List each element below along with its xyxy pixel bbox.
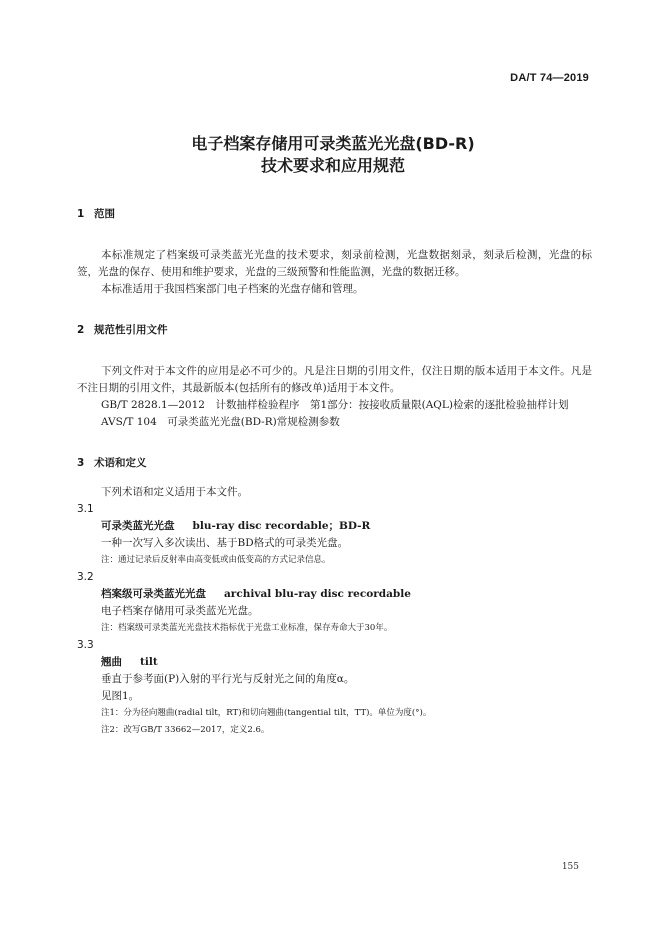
section-title: 范围 bbox=[94, 208, 115, 220]
section-3-heading bbox=[77, 455, 592, 472]
reference-item: GB/T 2828.1—2012 计数抽样检验程序 第1部分：按接收质量限(AQL)检索的逐批检验抽样计划 bbox=[101, 399, 569, 411]
term-number: 3.3 bbox=[77, 639, 94, 651]
paragraph: 下列文件对于本文件的应用是必不可少的。凡是注日期的引用文件，仅注日期的版本适用于本文件。凡是不注日期的引用文件，其最新版本(包括所有的修改单)适用于本文件。 bbox=[77, 365, 592, 394]
paragraph: 本标准规定了档案级可录类蓝光光盘的技术要求，刻录前检测，光盘数据刻录，刻录后检测，光盘的标签，光盘的保存、使用和维护要求，光盘的三级预警和性能监测，光盘的数据迁移。 bbox=[77, 249, 592, 278]
reference-item: AVS/T 104 可录类蓝光光盘(BD-R)常规检测参数 bbox=[101, 416, 340, 428]
term-note: 注：通过记录后反射率由高变低或由低变高的方式记录信息。 bbox=[101, 555, 331, 565]
term-number: 3.1 bbox=[77, 503, 94, 515]
term-chinese: 翘曲 bbox=[101, 656, 122, 668]
paragraph: 下列术语和定义适用于本文件。 bbox=[101, 486, 248, 498]
term-chinese: 档案级可录类蓝光光盘 bbox=[101, 588, 206, 600]
paragraph: 本标准适用于我国档案部门电子档案的光盘存储和管理。 bbox=[101, 283, 364, 295]
term-note: 注1：分为径向翘曲(radial tilt，RT)和切向翘曲(tangential tilt，TT)。单位为度(°)。 bbox=[101, 708, 432, 718]
term-heading bbox=[77, 518, 592, 535]
term-english: archival blu-ray disc recordable bbox=[224, 588, 411, 600]
document-body bbox=[77, 206, 592, 739]
term-heading bbox=[77, 586, 592, 603]
term-english: tilt bbox=[140, 656, 158, 668]
term-definition: 电子档案存储用可录类蓝光光盘。 bbox=[101, 605, 259, 617]
document-title bbox=[0, 133, 666, 177]
term-english: blu-ray disc recordable；BD-R bbox=[192, 520, 371, 532]
section-number: 1 bbox=[77, 208, 85, 220]
term-number: 3.2 bbox=[77, 571, 94, 583]
section-number: 3 bbox=[77, 457, 85, 469]
title-line-2: 技术要求和应用规范 bbox=[260, 156, 405, 175]
standard-code: DA/T 74—2019 bbox=[510, 72, 589, 84]
title-line-1: 电子档案存储用可录类蓝光光盘(BD-R) bbox=[191, 134, 475, 153]
figure-reference: 见图1。 bbox=[101, 690, 140, 702]
section-2-heading bbox=[77, 322, 592, 339]
term-note: 注2：改写GB/T 33662—2017，定义2.6。 bbox=[101, 725, 270, 735]
section-1-heading bbox=[77, 206, 592, 223]
section-number: 2 bbox=[77, 324, 85, 336]
section-title: 术语和定义 bbox=[94, 457, 147, 469]
term-chinese: 可录类蓝光光盘 bbox=[101, 520, 175, 532]
term-heading bbox=[77, 654, 592, 671]
term-definition: 一种一次写入多次读出、基于BD格式的可录类光盘。 bbox=[101, 537, 349, 549]
term-definition: 垂直于参考面(P)入射的平行光与反射光之间的角度α。 bbox=[101, 673, 355, 685]
page-number: 155 bbox=[561, 862, 579, 872]
term-note: 注：档案级可录类蓝光光盘技术指标优于光盘工业标准，保存寿命大于30年。 bbox=[101, 623, 393, 633]
section-title: 规范性引用文件 bbox=[94, 324, 168, 336]
